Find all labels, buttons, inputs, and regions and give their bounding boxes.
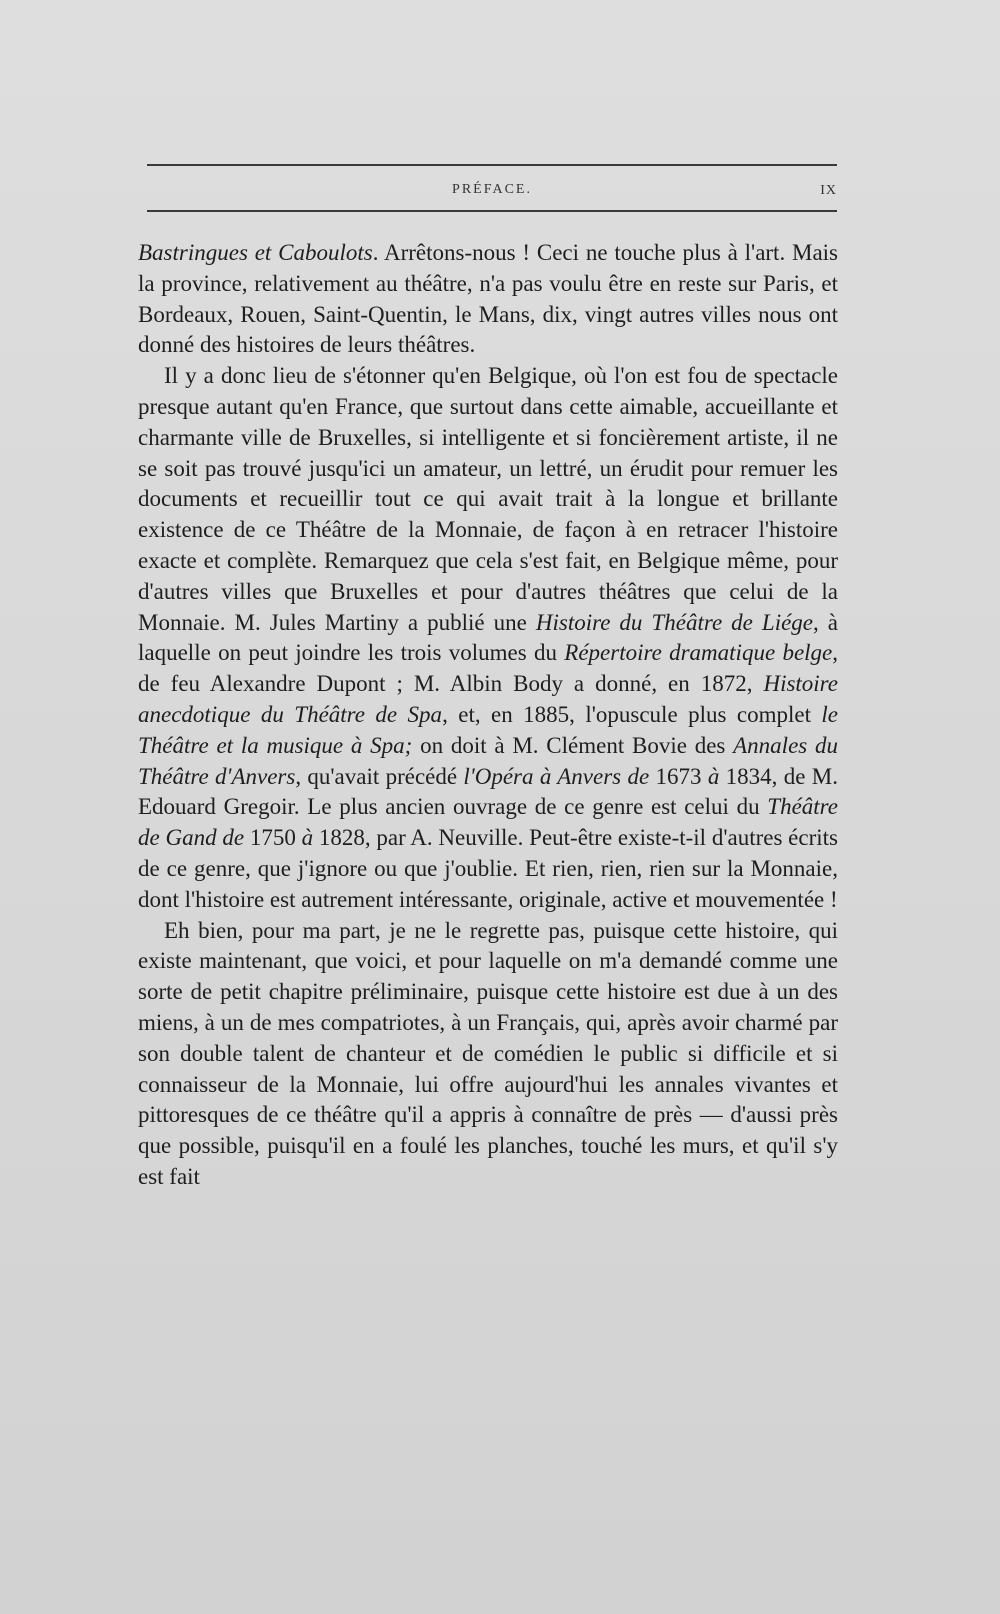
running-title: PRÉFACE. [452,182,532,197]
text-run: on doit à M. Clément Bovie des [412,732,734,758]
text-run: , qu'avait précédé [295,763,464,789]
text-run: Annales du Théâtre d'Anvers [138,732,838,789]
paragraph [138,238,838,361]
text-run: Théâtre de Gand de [138,794,838,851]
text-run: . Arrêtons-nous ! Ceci ne touche plus à l'art. Mais la province, relativement au théâtre, n'a pas voulu être en reste sur Paris, et Bordeaux, Rouen, Saint-Quentin, le Mans, dix, vingt autres villes nous ont donné des histoires de leurs théâtres. [138,240,839,358]
text-run: , et, en 1885, l'opuscule plus complet [442,701,822,727]
header-bottom-rule [147,210,837,212]
text-run: Répertoire dramatique belge [564,640,833,666]
text-run: à [301,825,314,851]
text-run: 1673 [649,763,708,789]
text-run: 1828, par A. Neuville. Peut-être existe-t-il d'autres écrits de ce genre, que j'ignore ou que j'oublie. Et rien, rien, rien sur la Monnaie, dont l'histoire est autrement intéressante, originale, active et mouvementée ! [138,825,838,912]
page-number: IX [820,183,837,198]
text-run: l'Opéra à Anvers de [463,763,650,789]
text-run: Il y a donc lieu de s'étonner qu'en Belgique, où l'on est fou de spectacle presque autant qu'en France, que surtout dans cette aimable, accueillante et charmante ville de Bruxelles, si intelligente et si foncièrement artiste, il ne se soit pas trouvé jusqu'ici un amateur, un lettré, un érudit pour remuer les documents et recueillir tout ce qui avait trait à la longue et brillante existence de ce Théâtre de la Monnaie, de façon à en retracer l'histoire exacte et complète. Remarquez que cela s'est fait, en Belgique même, pour d'autres villes que Bruxelles et pour d'autres théâtres que celui de la Monnaie. M. Jules Martiny a publié une [138,363,838,635]
running-head [147,180,837,204]
body-text [138,238,838,1193]
text-run: à [707,763,720,789]
paragraph [138,361,838,915]
text-run: , de feu Alexandre Dupont ; M. Albin Body a donné, en 1872, [138,640,838,697]
text-run: Histoire du Théâtre de Liége [535,609,814,635]
text-run: 1834, de M. Edouard Gregoir. Le plus ancien ouvrage de ce genre est celui du [138,763,839,820]
text-run: le Théâtre et la musique à Spa; [138,701,839,758]
text-run: Bastringues et Caboulots [138,240,373,265]
text-run: 1750 [244,825,302,851]
text-run: , à laquelle on peut joindre les trois volumes du [138,609,838,666]
paragraph [138,916,838,1193]
text-run: Histoire anecdotique du Théâtre de Spa [138,671,838,727]
text-run: Eh bien, pour ma part, je ne le regrette pas, puisque cette histoire, qui existe maintenant, que voici, et pour laquelle on m'a demandé comme une sorte de petit chapitre préliminaire, puisque cette histoire est due à un des miens, à un de mes compatriotes, à un Français, qui, après avoir charmé par son double talent de chanteur et de comédien le public si difficile et si connaisseur de la Monnaie, lui offre aujourd'hui les annales vivantes et pittoresques de ce théâtre qu'il a appris à connaître de près — d'aussi près que possible, puisqu'il en a foulé les planches, touché les murs, et qu'il s'y est fait [138,917,838,1189]
header-top-rule [147,164,837,166]
